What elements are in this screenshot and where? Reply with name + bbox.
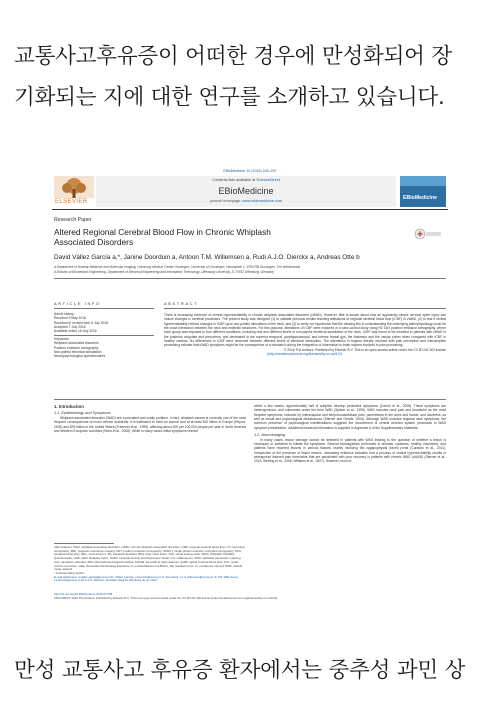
contents-line: [96, 178, 396, 182]
right-column: [254, 404, 446, 465]
journal-homepage: [96, 199, 396, 203]
contents-prefix: Contents lists available at: [212, 178, 256, 182]
journal-cover-thumbnail: [400, 176, 446, 207]
corresponding-author-note: * Corresponding author.: [54, 570, 85, 575]
keyword-item: Whiplash associated disorders: [54, 341, 99, 346]
divider: [54, 399, 446, 400]
abstract-heading: ABSTRACT: [164, 301, 199, 306]
cover-title: EBioMedicine: [403, 195, 438, 201]
journal-masthead: [52, 176, 448, 210]
subsection-heading: 1.1. Epidemiology and Symptoms: [54, 411, 111, 415]
divider: [164, 308, 446, 309]
headline-line-2: 기화되는 지에 대한 연구를 소개하고 있습니다.: [14, 85, 445, 110]
license-line: [164, 352, 446, 356]
subsection-heading: 1.2. Neuroimaging: [254, 432, 286, 437]
affiliation-b: b Division of Biomedical Engineering, Department of Electrical Engineering and Information Technology, Offenburg University, D-77652 Offenburg, Germany: [54, 270, 274, 274]
footer-license: 2352-3964/© 2016 The Authors. Published by Elsevier B.V. This is an open access article under the CC BY-NC-ND license (http://creativecommons.org/licenses/by-nc-nd/4.0/).: [54, 595, 279, 600]
article-info-heading: ARTICLE INFO: [54, 301, 101, 306]
divider: [54, 308, 154, 309]
paper-page-image: [52, 162, 448, 610]
keyword-item: Positron emission tomography: [54, 345, 99, 350]
page-footer: [54, 593, 446, 601]
journal-reference[interactable]: EBioMedicine 10 (2016) 249–257: [223, 169, 277, 173]
divider: [54, 335, 154, 336]
history-item: Accepted 7 July 2016: [54, 324, 86, 329]
history-item: Received 3 May 2016: [54, 316, 86, 321]
homepage-link[interactable]: www.ebiomedicine.com: [242, 199, 283, 203]
section-heading: 1. Introduction: [54, 404, 84, 409]
body-paragraph: In many cases, tissue damage cannot be detected in patients with WAD leading to the question of whether a lesion is necessary or sufficient to initiate the symptoms. Several investigations performed in animals, cadavers, healthy volunteers, and patients have reported lesions in various tissues, mainly involving the zygapophysial (facet) joints (Curatolo et al., 2011). Irrespective of the presence of tissue lesions, increasing evidence indicates that a process of central hyperexcitability results in widespread lowered pain thresholds that are associated with poor recovery in patients with chronic WAD (cWAD) (Sterner et al., 2013; Sterling et al., 2006; Williams et al., 2007). However, most of: [254, 437, 446, 464]
crossmark-icon[interactable]: [414, 228, 442, 240]
keyword-item: Non-painful electrical stimulation: [54, 349, 102, 354]
abstract-text: There is increasing evidence of central hyperexcitability in chronic whiplash associated disorders (cWAD). However, little is known about how an apparently simple cervical spine injury can induce changes in cerebral processes. The present study was designed (1) to validate previous results showing alterations of regional cerebral blood flow (rCBF) in cWAD, (2) to test if central hyperexcitability reflects changes in rCBF upon non-painful stimulation of the neck, and (3) to verify our hypothesis that the missing link in understanding the underlying pathophysiology could be the close interaction between the neck and midbrain structures. For this purpose, alterations of rCBF were explored in a case-control study using H2 15O positron emission tomography, where each group was exposed to four different conditions, including rest and different levels of non-painful electrical stimulation of the neck. rCBF was found to be elevated in patients with cWAD in the posterior cingulate and precuneus, and decreased in the superior temporal, parahippocampal, and inferior frontal gyri, the thalamus and the insular cortex when compared with rCBF in healthy controls. No differences in rCBF were observed between different levels of electrical stimulation. The alterations in regions directly involved with pain perception and interoceptive processing indicate that cWAD symptoms might be the consequence of a mismatch during the integration of information in brain regions involved in pain processing.: [164, 313, 446, 348]
body-paragraph: Whiplash-associated disorders (WAD) are a prevalent and costly problem. In fact, whiplash trauma is currently one of the most frequent consequences of motor vehicle accidents. It is estimated to have an annual cost of at least €10 billion in Europe (Report, 2005) and $29 billion in the United States (Freeman et al., 1999), affecting about 300 per 100,000 people per year in North America and Western European countries (Holm et al., 2008). While in many cases initial symptoms resolve: [54, 416, 246, 434]
article-history: [54, 312, 154, 333]
abbreviations-footnote: Abbreviations: WAD, whiplash associated disorders; cWAD, chronic whiplash associated disorders; rCBF, regional cerebral blood flow; CT, computed tomography; MRI, magnetic resonance imaging; PET, positron emission tomography; SPECT, single-photon emission computed tomography; PAG, periaqueductal gray; HD1, neurotensin 1; SD, standard deviation; BMI, body mass index; VAS, visual analog scale; WDQ, Whiplash Disability Questionnaire; HHS, Neck Disability Index; HADS, Hospital Anxiety and Depression Scale; mA, milliamperes; SPM, statistical parametric mapping; SnC, sandwich estimator; MNI, Montreal Neurological Institute; FWHM, full width at half maximum; gCBF, global cerebral blood flow; SVC, small volume correction; GEE, Generalized Estimating Equations; β, unstandardized coefficient; SE, standard error; CI, confidence interval; DMN, default mode network.: [54, 545, 245, 572]
homepage-prefix: journal homepage:: [209, 199, 242, 203]
paper-title-line-1: Altered Regional Cerebral Blood Flow in Chronic Whiplash: [54, 227, 271, 237]
paper-type: Research Paper: [54, 217, 92, 223]
paper-title: [54, 227, 354, 247]
keywords-label: Keywords:: [54, 337, 70, 341]
paper-title-line-2: Associated Disorders: [54, 237, 134, 247]
bottom-caption: 만성 교통사고 후유증 환자에서는 중추성 과민 상: [14, 658, 466, 683]
publisher-name: ELSEVIER: [55, 199, 88, 205]
keyword-item: Neuropsychological questionnaires: [54, 354, 106, 359]
affiliation-a: a Department of Nuclear Medicine and Molecular Imaging, University Medical Center Groningen, University of Groningen, Hanzeplein 1, 9700 RB Groningen, The Netherlands: [54, 265, 301, 269]
divider: [54, 278, 446, 279]
headline-line-1: 교통사고후유증이 어떠한 경우에 만성화되어 장: [14, 44, 452, 69]
doi-link[interactable]: http://dx.doi.org/10.1016/j.ebiom.2016.07.008: [54, 592, 113, 596]
copyright-text: © 2016 The Authors. Published by Elsevier B.V. This is an open access article under the CC BY-NC-ND license: [283, 347, 446, 352]
body-paragraph: within a few weeks, approximately half of subjects develop persistent symptoms (Carroll et al., 2008). These symptoms are heterogeneous, and subsumed under the term WAD (Spitzer et al., 1995). WAD includes neck pain and headache as the most frequent symptoms, followed by interscapular and temporomandibular pain, paresthesia in the arms and hands, and dizziness, as well as visual and psychological disturbances (Sterner and Gerdle, 2004). Although WAD includes regional neck symptoms, the common presence of psychological manifestations suggests the involvement of central nervous system processes in WAD symptom presentation. Additional historical information is supplied in Appendix A of the Supplementary Materials.: [254, 404, 446, 430]
journal-name: EBioMedicine: [218, 186, 274, 196]
email-addresses[interactable]: E-mail addresses: d.vallez-garcia@umcg.nl (D. Vállez García), j.doorduin@umcg.nl (J. Doorduin), a.t.m.willemsen@umcg.nl (A.T.M. Willemsen), r.a.dierckx@umcg.nl (R.A.J.O. Dierckx), andreas.otte@hs-offenburg.de (A. Otte).: [54, 574, 239, 583]
footnote-divider: [54, 543, 114, 544]
sciencedirect-link[interactable]: ScienceDirect: [256, 178, 280, 182]
contents-box: [96, 176, 396, 207]
license-link[interactable]: (http://creativecommons.org/licenses/by-nc-nd/4.0/).: [267, 352, 343, 357]
footnotes: [54, 546, 246, 583]
history-label: Article history:: [54, 312, 75, 316]
keywords-block: [54, 337, 154, 358]
cover-band: [400, 176, 446, 186]
author-list: David Vállez García a,*, Janine Doorduin a, Antoon T.M. Willemsen a, Rudi A.J.O. Dierckx a, Andreas Otte b: [54, 254, 360, 261]
abstract-body: [164, 313, 446, 356]
left-column: [54, 404, 246, 435]
history-item: Available online 15 July 2016: [54, 329, 97, 334]
headline-text: [14, 36, 486, 118]
history-item: Received in revised form 6 July 2016: [54, 320, 109, 325]
